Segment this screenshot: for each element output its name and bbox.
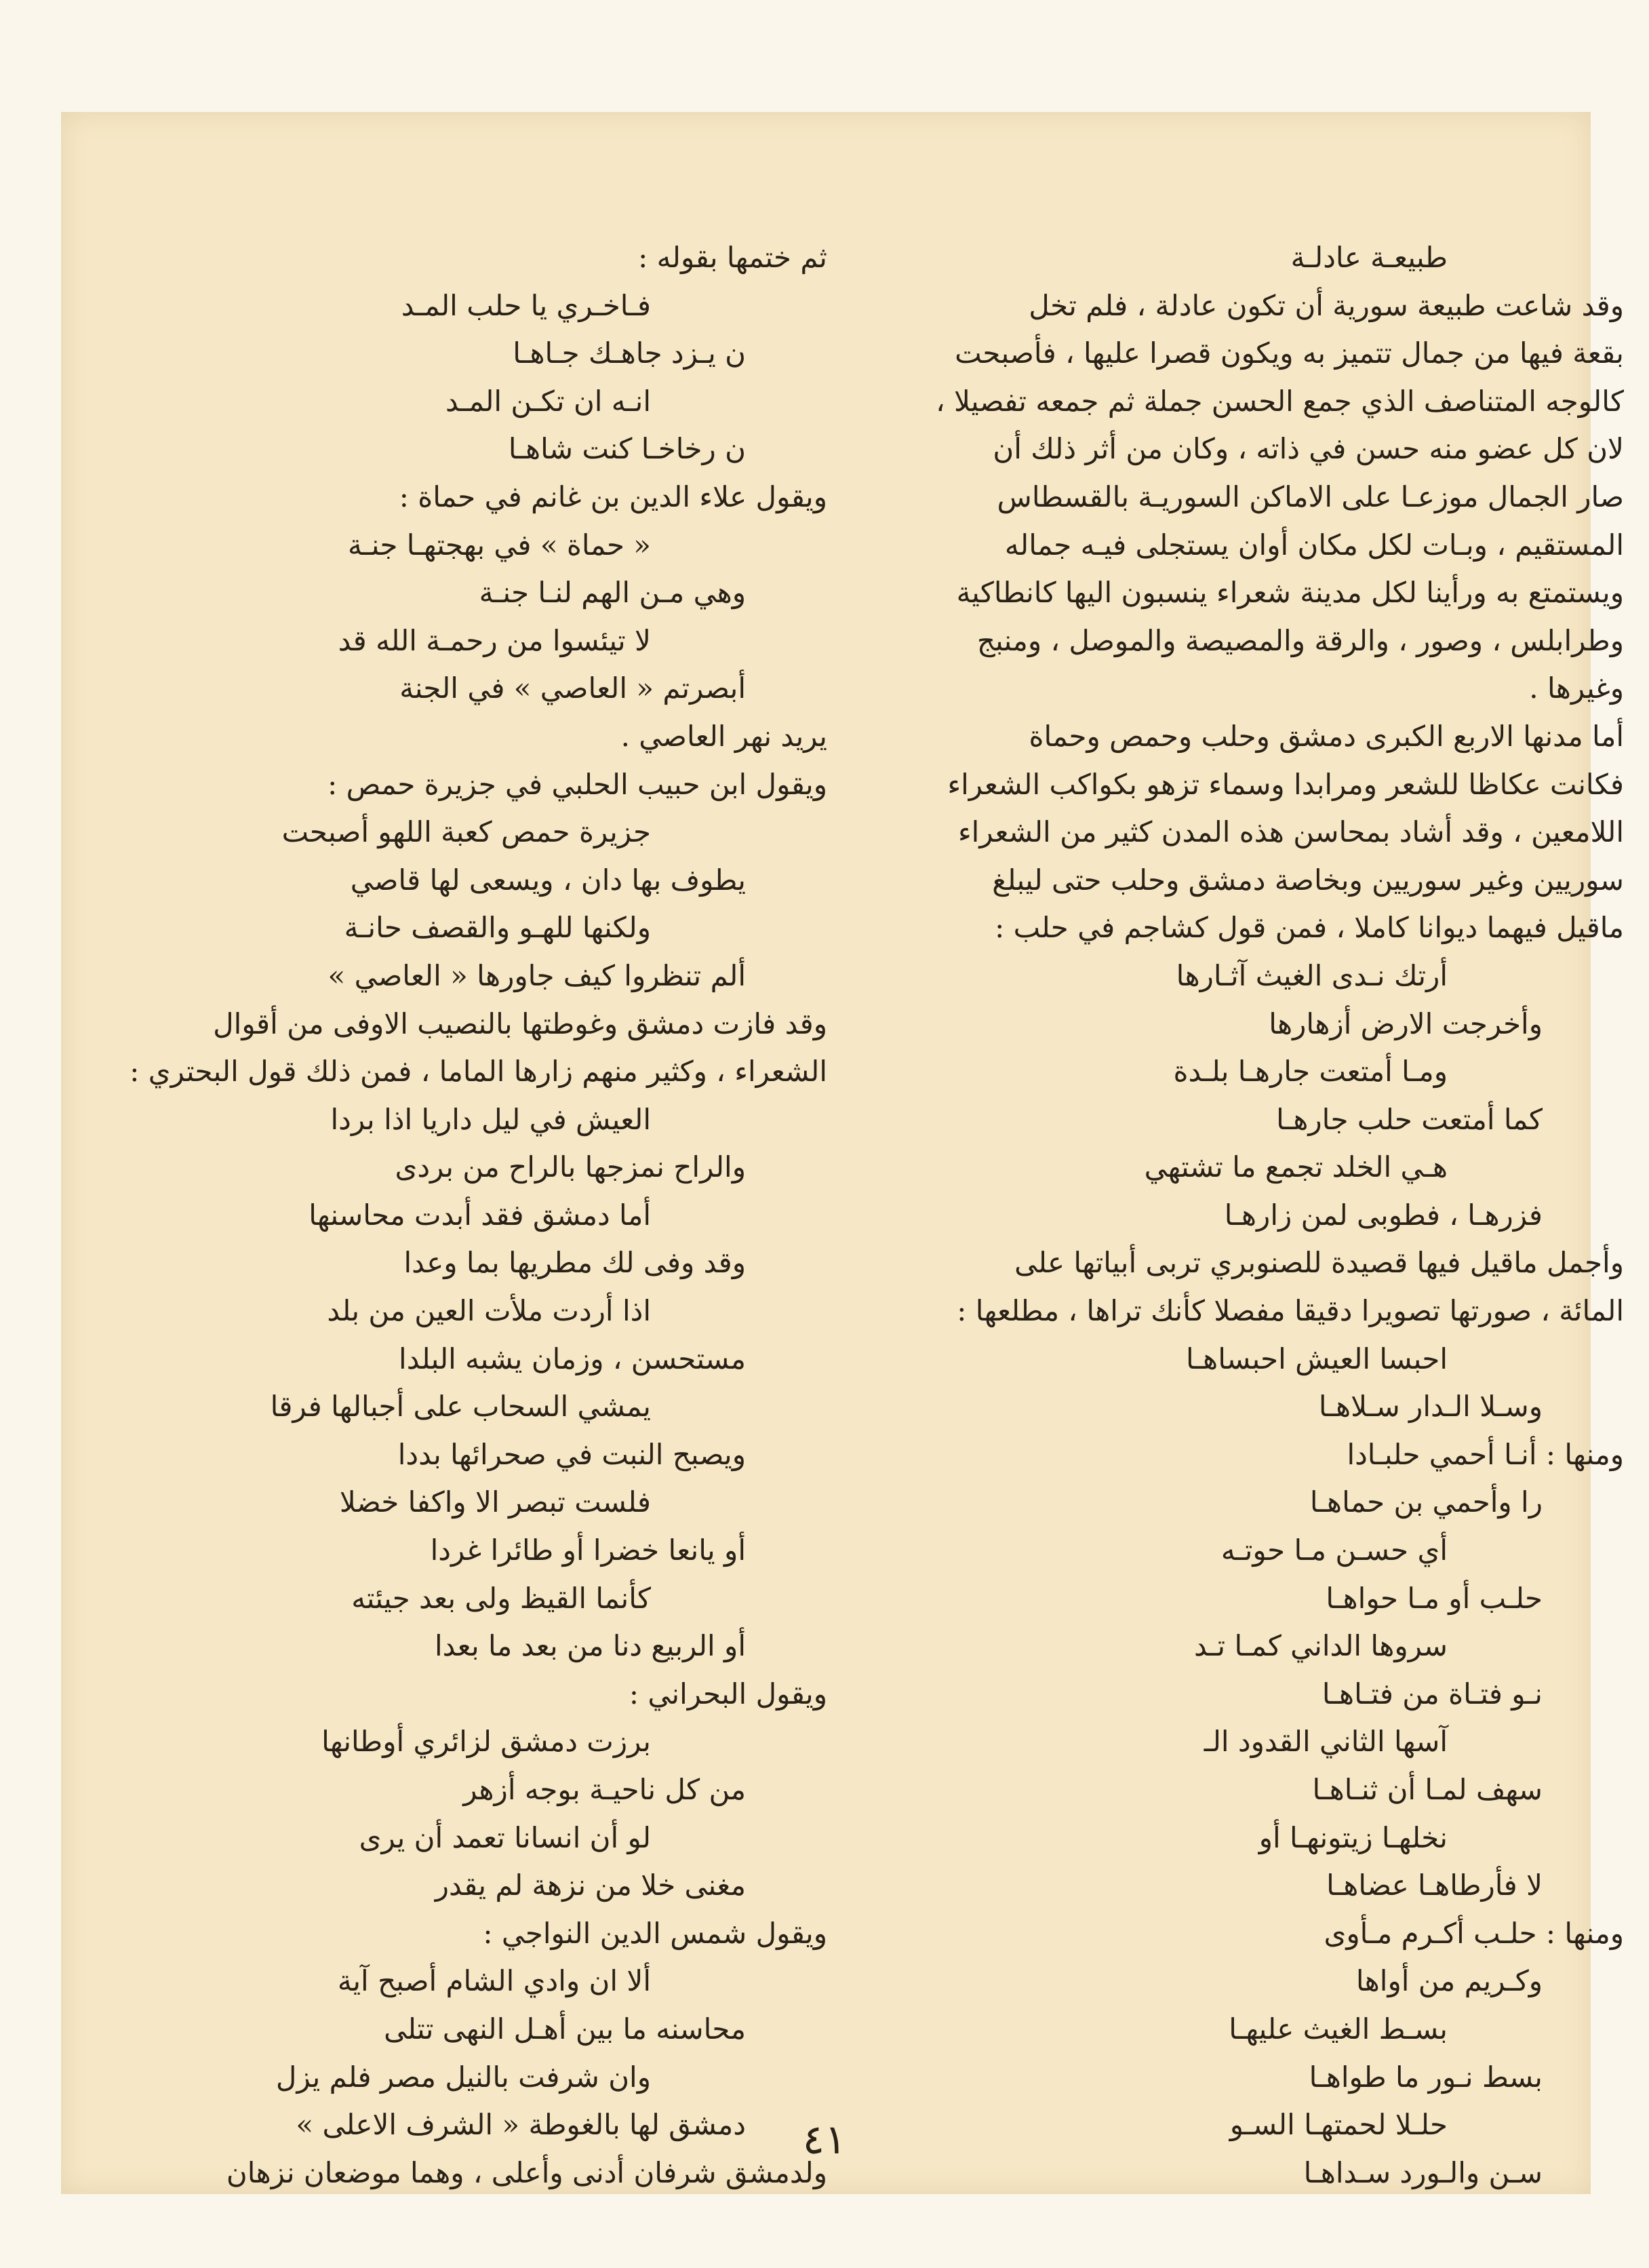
- text-line: يريد نهر العاصي .: [620, 719, 827, 753]
- verse-line: وكـريم من أواها: [1355, 1964, 1543, 1998]
- section-heading: طبيعـة عادلـة: [1290, 241, 1448, 274]
- verse-line: كأنما القيظ ولى بعد جيئته: [351, 1581, 651, 1615]
- text-line: وقد فازت دمشق وغوطتها بالنصيب الاوفى من أقوال: [213, 1006, 827, 1040]
- verse-line: محاسنه ما بين أهـل النهى تتلى: [384, 2012, 746, 2046]
- verse-line: فلست تبصر الا واكفا خضلا: [339, 1485, 651, 1519]
- verse-line: أو الربيع دنا من بعد ما بعدا: [434, 1629, 746, 1663]
- text-line: الشعراء ، وكثير منهم زارها الماما ، فمن ذلك قول البحتري :: [130, 1055, 827, 1089]
- left-column: [122, 234, 827, 2197]
- verse-line: حلـلا لحمتهـا السـو: [1229, 2108, 1448, 2142]
- verse-line: دمشق لها بالغوطة « الشرف الاعلى »: [296, 2108, 746, 2142]
- verse-line: ن يـزد جاهـك جـاهـا: [513, 336, 746, 370]
- verse-line: هـي الخلد تجمع ما تشتهي: [1144, 1150, 1448, 1184]
- text-line: المائة ، صورتها تصويرا دقيقا مفصلا كأنك تراها ، مطلعها :: [957, 1294, 1624, 1328]
- text-line: وقد شاعت طبيعة سورية أن تكون عادلة ، فلم تخل: [1029, 288, 1624, 322]
- text-line: سوريين وغير سوريين وبخاصة دمشق وحلب حتى ليبلغ: [992, 863, 1624, 897]
- verse-line: اذا أردت ملأت العين من بلد: [327, 1294, 651, 1328]
- page: [61, 112, 1624, 2194]
- verse-line: أبصرتم « العاصي » في الجنة: [399, 671, 746, 705]
- text-line: ويقول البحراني :: [629, 1677, 827, 1710]
- verse-line: وسـلا الـدار سـلاهـا: [1318, 1390, 1543, 1424]
- verse-line: أما دمشق فقد أبدت محاسنها: [309, 1198, 651, 1232]
- verse-line: ن رخاخـا كنت شاهـا: [508, 432, 746, 466]
- verse-line: برزت دمشق لزائري أوطانها: [321, 1725, 651, 1759]
- verse-line: فزرهـا ، فطوبى لمن زارهـا: [1224, 1198, 1543, 1232]
- text-line: ولدمشق شرفان أدنى وأعلى ، وهما موضعان نزهان: [226, 2155, 827, 2189]
- text-line: ومنها : حلـب أكـرم مـأوى: [1324, 1916, 1624, 1950]
- verse-line: والراح نمزجها بالراح من بردى: [395, 1150, 746, 1184]
- verse-line: مغنى خلا من نزهة لم يقدر: [435, 1869, 746, 1902]
- verse-line: العيش في ليل داريا اذا بردا: [330, 1102, 651, 1136]
- text-line: ويقول ابن حبيب الحلبي في جزيرة حمص :: [327, 767, 827, 801]
- verse-line: وهي مـن الهم لنـا جنـة: [479, 576, 746, 610]
- text-line: ويقول علاء الدين بن غانم في حماة :: [399, 480, 827, 513]
- verse-line: سهف لمـا أن ثنـاهـا: [1312, 1773, 1543, 1806]
- page-number: ٤١: [802, 2116, 847, 2164]
- text-line: كالوجه المتناصف الذي جمع الحسن جملة ثم جمعه تفصيلا ،: [936, 384, 1624, 418]
- verse-line: ولكنها للهـو والقصف حانـة: [344, 911, 651, 945]
- verse-line: لا تيئسوا من رحمـة الله قد: [338, 623, 651, 657]
- text-line: ومنها : أنـا أحمي حلبـادا: [1347, 1437, 1624, 1471]
- verse-line: بسط نـور ما طواهـا: [1309, 2060, 1543, 2094]
- verse-line: ألم تنظروا كيف جاورها « العاصي »: [327, 958, 746, 992]
- verse-line: « حماة » في بهجتهـا جنـة: [347, 528, 651, 562]
- verse-line: انـه ان تكـن المـد: [445, 384, 651, 418]
- text-line: صار الجمال موزعـا على الاماكن السوريـة بالقسطاس: [997, 480, 1624, 513]
- right-column: [898, 234, 1624, 2197]
- text-line: ماقيل فيهما ديوانا كاملا ، فمن قول كشاجم في حلب :: [995, 911, 1624, 945]
- verse-line: أرتك نـدى الغيث آثـارها: [1176, 958, 1448, 992]
- text-line: اللامعين ، وقد أشاد بمحاسن هذه المدن كثير من الشعراء: [957, 815, 1624, 849]
- verse-line: نـو فتـاة من فتـاهـا: [1322, 1677, 1543, 1710]
- verse-line: احبسا العيش احبساهـا: [1185, 1342, 1448, 1375]
- verse-line: جزيرة حمص كعبة اللهو أصبحت: [281, 815, 651, 849]
- verse-line: وان شرفت بالنيل مصر فلم يزل: [275, 2060, 651, 2094]
- text-line: ويقول شمس الدين النواجي :: [483, 1916, 827, 1950]
- text-line: ويستمتع به ورأينا لكل مدينة شعراء ينسبون اليها كانطاكية: [956, 576, 1624, 610]
- verse-line: وأخرجت الارض أزهارها: [1269, 1006, 1543, 1040]
- verse-line: كما أمتعت حلب جارهـا: [1276, 1102, 1543, 1136]
- verse-line: مستحسن ، وزمان يشبه البلدا: [399, 1342, 746, 1375]
- verse-line: ومـا أمتعت جارهـا بلـدة: [1173, 1055, 1448, 1089]
- verse-line: ويصبح النبت في صحرائها بددا: [397, 1437, 746, 1471]
- text-line: أما مدنها الاربع الكبرى دمشق وحلب وحمص وحماة: [1029, 719, 1624, 753]
- text-line: فكانت عكاظا للشعر ومرابدا وسماء تزهو بكواكب الشعراء: [947, 767, 1624, 801]
- verse-line: أو يانعا خضرا أو طائرا غردا: [430, 1533, 746, 1567]
- verse-line: سـن والـورد سـداهـا: [1303, 2155, 1543, 2189]
- text-line: بقعة فيها من جمال تتميز به ويكون قصرا عليها ، فأصبحت: [955, 336, 1624, 370]
- text-line: وطرابلس ، وصور ، والرقة والمصيصة والموصل ، ومنبج: [976, 623, 1624, 657]
- verse-line: آسها الثاني القدود الـ: [1204, 1725, 1448, 1759]
- verse-line: أي حسـن مـا حوتـه: [1220, 1533, 1448, 1567]
- verse-line: سروها الداني كمـا تـد: [1194, 1629, 1448, 1663]
- text-line: ثم ختمها بقوله :: [638, 241, 827, 274]
- verse-line: نخلهـا زيتونهـا أو: [1258, 1820, 1448, 1854]
- verse-line: يمشي السحاب على أجبالها فرقا: [270, 1390, 651, 1424]
- text-line: وغيرها .: [1529, 671, 1624, 705]
- verse-line: حلـب أو مـا حواهـا: [1326, 1581, 1543, 1615]
- verse-line: را وأحمي بن حماهـا: [1309, 1485, 1543, 1519]
- text-line: وأجمل ماقيل فيها قصيدة للصنوبري تربى أبياتها على: [1014, 1246, 1624, 1280]
- verse-line: ألا ان وادي الشام أصبح آية: [337, 1964, 651, 1998]
- verse-line: من كل ناحيـة بوجه أزهر: [463, 1773, 746, 1806]
- verse-line: فـاخـري يا حلب المـد: [401, 288, 651, 322]
- verse-line: يطوف بها دان ، ويسعى لها قاصي: [350, 863, 746, 897]
- verse-line: بسـط الغيث عليهـا: [1229, 2012, 1448, 2046]
- text-line: المستقيم ، وبـات لكل مكان أوان يستجلى فيـه جماله: [1004, 528, 1624, 562]
- verse-line: وقد وفى لك مطريها بما وعدا: [403, 1246, 746, 1280]
- text-line: لان كل عضو منه حسن في ذاته ، وكان من أثر ذلك أن: [993, 432, 1624, 466]
- verse-line: لا فأرطاهـا عضاهـا: [1326, 1869, 1543, 1902]
- verse-line: لو أن انسانا تعمد أن يرى: [359, 1820, 651, 1854]
